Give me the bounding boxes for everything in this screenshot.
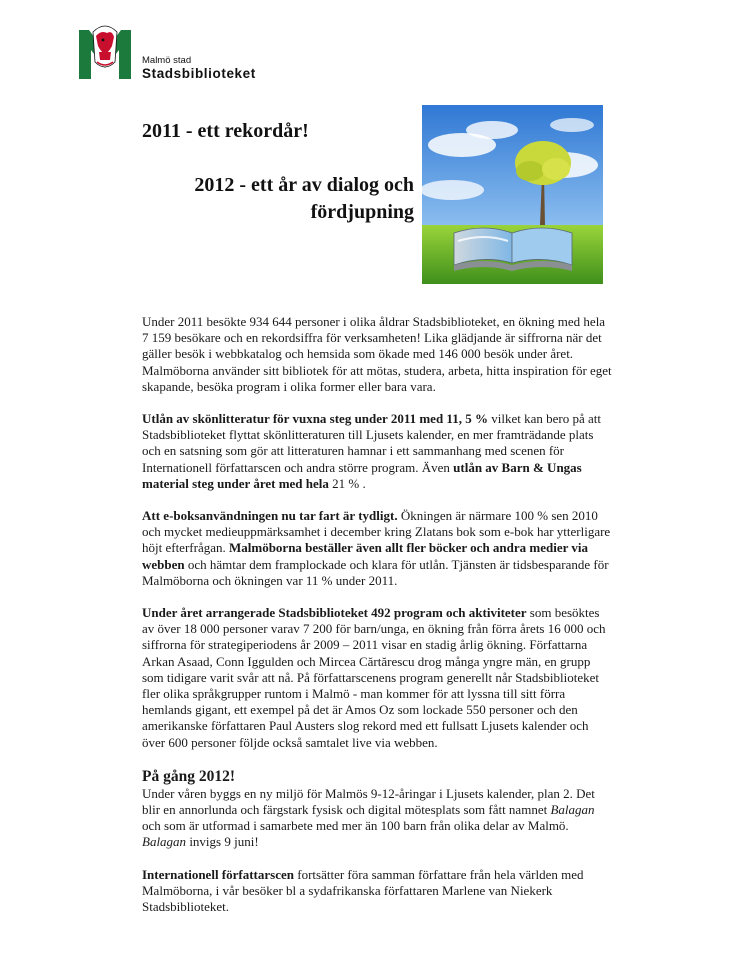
programs-text: som besöktes av över 18 000 personer varav 7 200 för barn/unga, en ökning från förra årets 16 000 och siffrorna för strategiperiodens år 2009 – 2011 visar en stadig årlig ökning. Författarna Arkan Asaad, Conn Iggulden och Mircea Cărtărescu drog många yngre män, en grupp som tidigare varit svår att nå. På författarscenens program generellt når Stadsbiblioteket fler olika språkgrupper runtom i Malmö - man kommer för att lyssna till sitt förra hemlands gigant, ett exempel på det är Amos Oz som lockade 550 personer och den amerikanske författaren Paul Austers slog rekord med ett fullsatt Ljusets kalender och över 600 personer följde också samtalet live via webben. [142,605,606,750]
malmo-stad-logo [79,22,131,79]
ebooks-highlight: Att e-boksanvändningen nu tar fart är tydligt. [142,508,398,524]
paragraph-loans [142,411,612,492]
paragraph-programs [142,605,612,751]
author-scene-highlight: Internationell författarscen [142,866,294,882]
programs-highlight: Under året arrangerade Stadsbiblioteket 492 program och aktiviteter [142,605,527,621]
paragraph-balagan [142,786,612,851]
balagan-text-1: Under våren byggs en ny miljö för Malmös 9-12-åringar i Ljusets kalender, plan 2. Det blir en annorlunda och färgstark fysisk och digital mötesplats som fått namnet [142,785,595,818]
heading-2012: På gång 2012! [142,767,235,785]
title-2011: 2011 - ett rekordår! [142,120,309,142]
balagan-text-2: och som är utformad i samarbete med mer än 100 barn från olika delar av Malmö. [142,818,569,834]
paragraph-visitors [142,314,612,395]
children-loans-value: 21 % . [328,475,366,491]
ebooks-text: Ökningen är närmare 100 % sen 2010 och mycket medieuppmärksamhet i december kring Zlatans bok som e-bok har ytterligare höjt efterfrågan. [142,508,611,556]
loans-highlight: Utlån av skönlitteratur för vuxna steg under 2011 med 11, 5 % [142,411,488,427]
web-orders-highlight: Malmöborna beställer även allt fler böcker och andra medier via webben [142,540,589,572]
org-name-label: Stadsbiblioteket [142,66,256,81]
paragraph-visitors-text: Under 2011 besökte 934 644 personer i olika åldrar Stadsbiblioteket, en ökning med hela 7 159 besökare och en rekordsiffra för verksamheten! Lika glädjande är siffrorna när det gäller besök i webbkatalog och hemsida som ökade med 146 000 besök under året. Malmöborna använder sitt bibliotek för att mötas, studera, arbeta, hitta inspiration för eget skapande, besöka program i olika former eller bara vara. [142,314,612,394]
paragraph-author-scene [142,867,612,916]
book-tree-photo [422,105,603,284]
balagan-name-1: Balagan [550,802,595,818]
title-2012: 2012 - ett år av dialog och fördjupning [194,174,414,223]
web-orders-text: och hämtar dem framplockade och klara för utlån. Tjänsten är tidsbesparande för Malmöborna och ökningen var 11 % under 2011. [142,556,609,588]
balagan-text-3: invigs 9 juni! [186,834,259,850]
author-scene-text: fortsätter föra samman författare från hela världen med Malmöborna, i vår besöker bl a sydafrikanska författaren Marlene van Niekerk Stadsbiblioteket. [142,866,584,915]
balagan-name-2: Balagan [142,834,187,850]
paragraph-ebooks [142,508,612,589]
loans-text: vilket kan bero på att Stadsbiblioteket flyttat skönlitteraturen till Ljusets kalender, en mer framträdande plats och en satsning som gör att litteraturen hamnar i ett sammanhang med scenen för Internationell författarscen och andra större program. Även [142,411,601,475]
org-parent-label: Malmö stad [142,55,192,66]
children-loans-highlight: utlån av Barn & Ungas material steg under året med hela [142,459,582,491]
article-body [142,314,612,931]
